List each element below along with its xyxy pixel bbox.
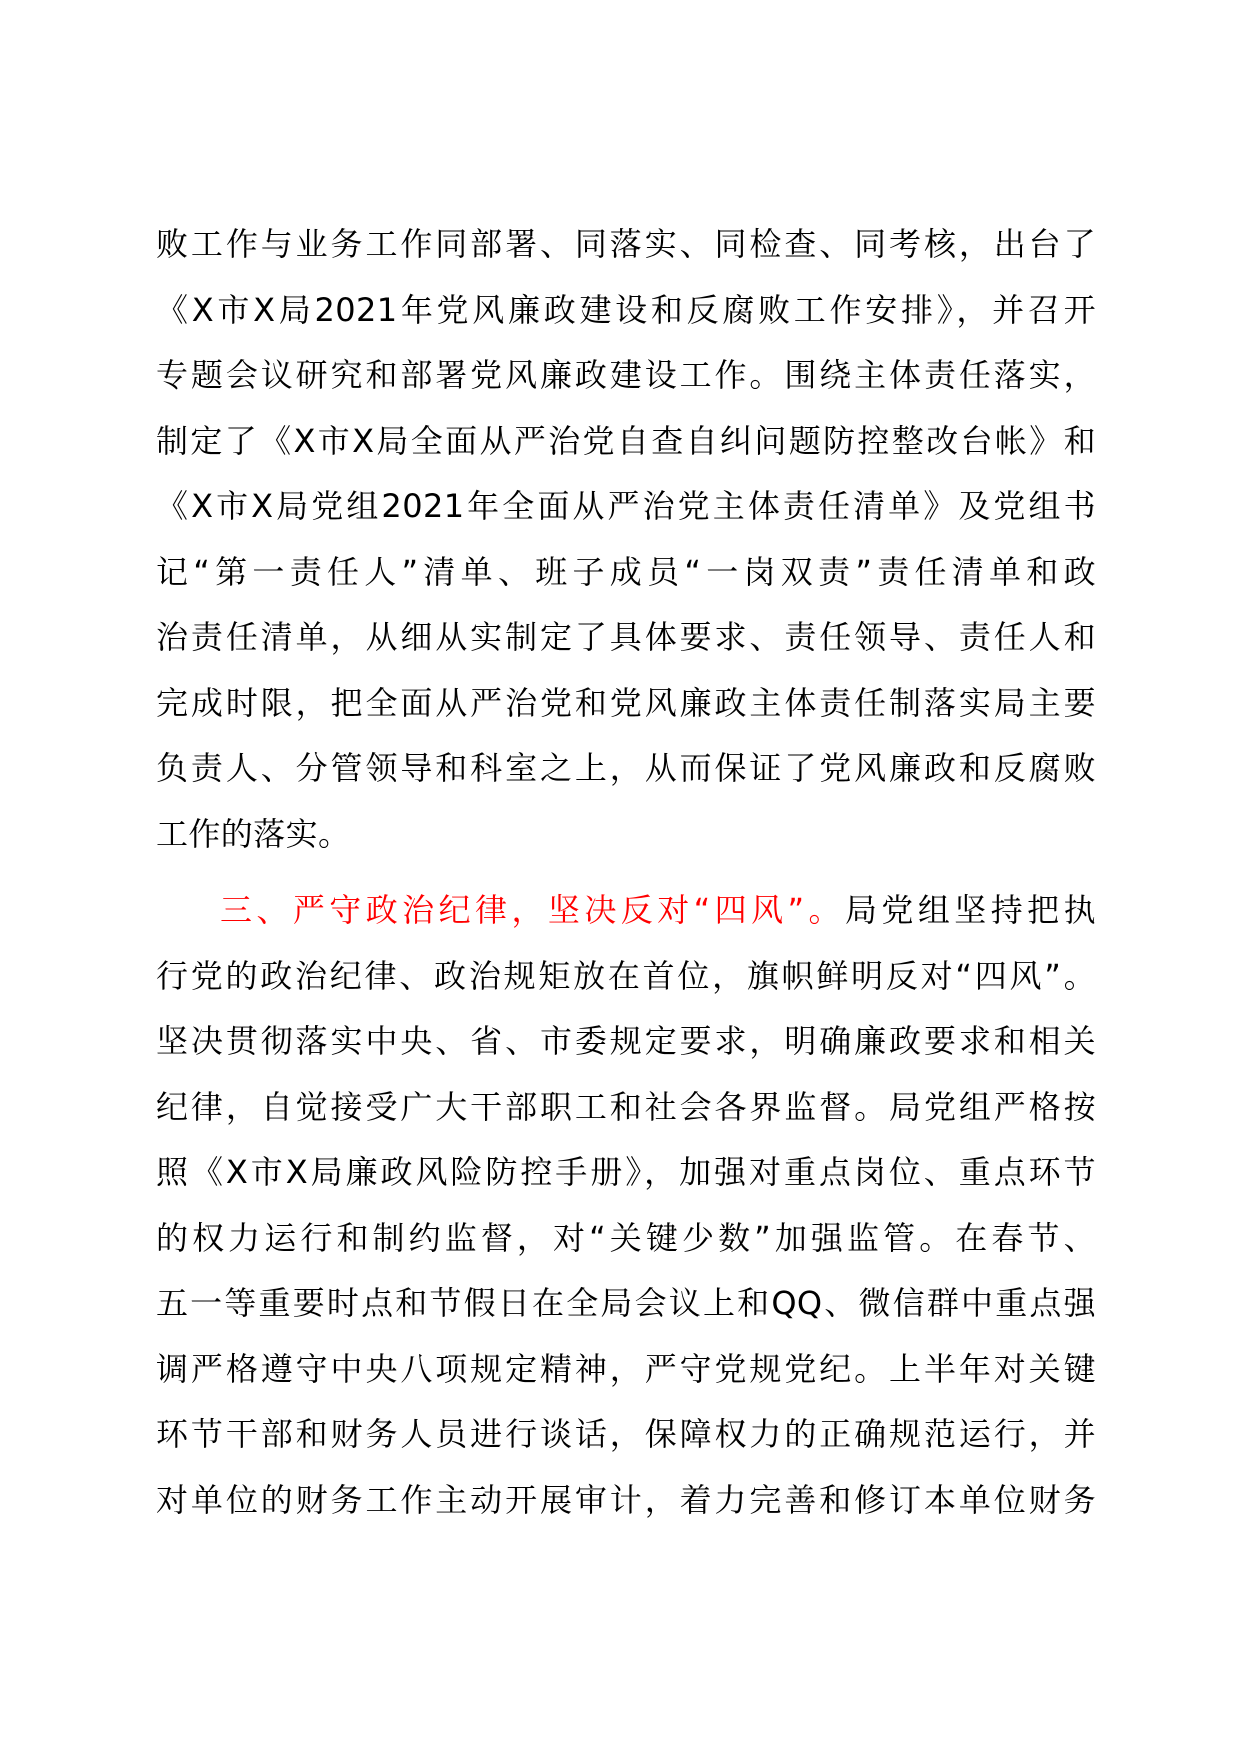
text-line: 纪律，自觉接受广大干部职工和社会各界监督。局党组严格按 [156,1087,1096,1126]
text-line: 照《X市X局廉政风险防控手册》，加强对重点岗位、重点环节 [156,1153,1096,1191]
text-line: 对单位的财务工作主动开展审计，着力完善和修订本单位财务 [156,1480,1096,1519]
text-line: 坚决贯彻落实中央、省、市委规定要求，明确廉政要求和相关 [156,1022,1096,1060]
text-line: 完成时限，把全面从严治党和党风廉政主体责任制落实局主要 [156,683,1096,722]
text-line: 工作的落实。 [156,814,351,853]
text-line: 调严格遵守中央八项规定精神，严守党规党纪。上半年对关键 [156,1349,1096,1388]
text-line: 环节干部和财务人员进行谈话，保障权力的正确规范运行，并 [156,1415,1096,1453]
paragraph-responsibility [156,212,1096,867]
text-line: 行党的政治纪律、政治规矩放在首位，旗帜鲜明反对“四风”。 [156,956,1096,995]
text-line: 记“第一责任人”清单、班子成员“一岗双责”责任清单和政 [156,552,1096,591]
text-line: 五一等重要时点和节假日在全局会议上和QQ、微信群中重点强 [156,1284,1096,1322]
paragraph-gap [156,867,1096,878]
document-body [156,212,1096,1533]
text-line: 制定了《X市X局全面从严治党自查自纠问题防控整改台帐》和 [156,421,1096,460]
paragraph-political-discipline [156,878,1096,1533]
text-line: 治责任清单，从细从实制定了具体要求、责任领导、责任人和 [156,618,1096,656]
heading-followup-text: 局党组坚持把执 [844,891,1096,929]
section-heading: 三、严守政治纪律，坚决反对“四风”。 [220,891,845,929]
text-line: 专题会议研究和部署党风廉政建设工作。围绕主体责任落实， [156,356,1096,394]
text-line: 负责人、分管领导和科室之上，从而保证了党风廉政和反腐败 [156,749,1096,787]
text-line: 败工作与业务工作同部署、同落实、同检查、同考核，出台了 [156,225,1096,263]
text-line: 《X市X局党组2021年全面从严治党主体责任清单》及党组书 [156,487,1096,525]
text-line: 的权力运行和制约监督，对“关键少数”加强监管。在春节、 [156,1218,1096,1257]
text-line: 《X市X局2021年党风廉政建设和反腐败工作安排》，并召开 [156,290,1096,329]
paragraph-first-line [156,878,1096,944]
